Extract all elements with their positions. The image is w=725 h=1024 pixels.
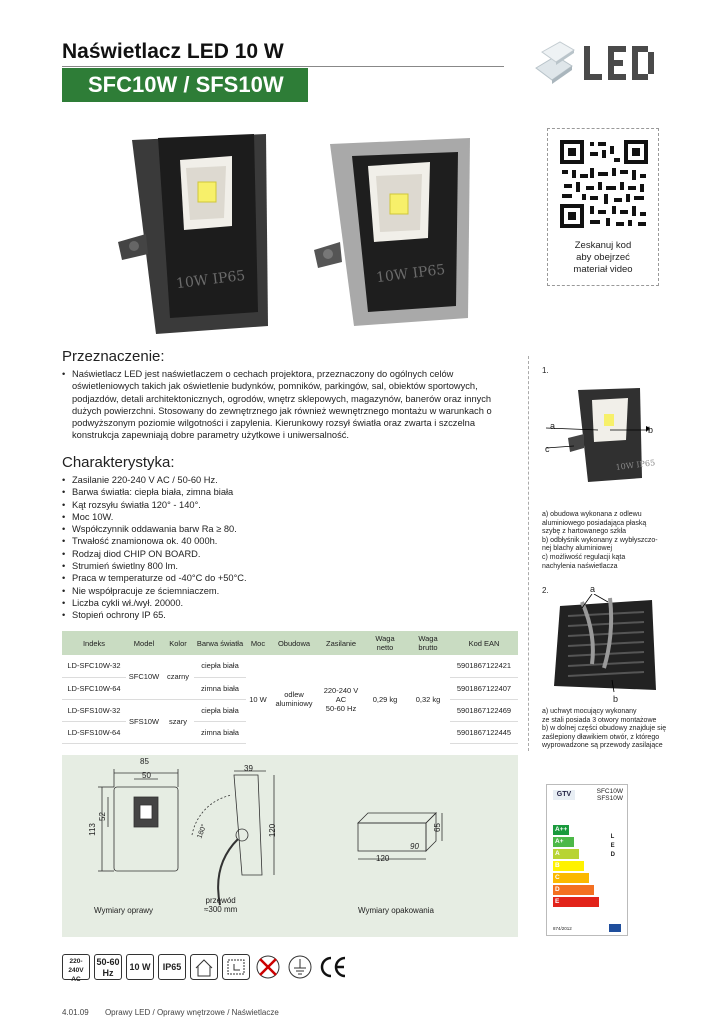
cell-index: LD-SFC10W-32 <box>62 655 126 677</box>
eu-flag-icon <box>609 924 621 932</box>
energy-class-bar: A <box>553 849 579 859</box>
note-line: zaślepiony dławikiem otwór, z którego <box>542 733 660 741</box>
ground-icon <box>286 954 314 980</box>
features-heading: Charakterystyka: <box>62 454 175 471</box>
cell-supply <box>318 655 364 743</box>
icon-text: Hz <box>102 968 114 978</box>
voltage-icon <box>62 954 90 983</box>
feature-item: • Moc 10W. <box>62 511 482 523</box>
cell-model: SFC10W <box>126 655 162 699</box>
icon-text: 50-60 <box>96 957 120 967</box>
energy-led-vertical <box>611 833 615 860</box>
cell-index: LD-SFS10W-32 <box>62 699 126 721</box>
note-line: b) w dolnej części obudowy znajduje się <box>542 725 667 733</box>
qr-code[interactable] <box>560 140 648 228</box>
led-letters <box>584 46 654 80</box>
cell-color: czarny <box>162 655 194 699</box>
photo-label-grey: 10W IP65 <box>375 261 447 287</box>
note-line: aluminiowego posiadająca płaską <box>542 519 647 527</box>
col-header: Waga netto <box>364 631 406 655</box>
col-header: Indeks <box>62 631 126 655</box>
feature-item: • Rodzaj diod CHIP ON BOARD. <box>62 548 482 560</box>
table-header-row <box>62 631 518 655</box>
dim-tilt: 180° <box>196 823 209 840</box>
side-divider <box>528 356 529 751</box>
feature-item: • Nie współpracuje ze ściemniaczem. <box>62 585 482 597</box>
feature-item: • Trwałość znamionowa ok. 40 000h. <box>62 535 482 547</box>
figure-2-label-b: b <box>613 694 619 704</box>
qr-caption-line: Zeskanuj kod <box>574 240 632 251</box>
purpose-list <box>62 368 520 442</box>
black-floodlight <box>118 134 268 334</box>
note-line: szybę z hartowanego szkła <box>542 528 627 536</box>
energy-brand: GTV <box>553 790 575 800</box>
power-icon <box>126 954 154 980</box>
energy-class-bars <box>553 825 607 913</box>
indoor-outdoor-icon <box>190 954 218 980</box>
purpose-heading: Przeznaczenie: <box>62 348 165 365</box>
qr-caption-line: aby obejrzeć <box>576 252 630 263</box>
col-header: Model <box>126 631 162 655</box>
energy-class-bar: A++ <box>555 826 568 833</box>
housing-line: odlew <box>284 690 304 699</box>
note-line: c) możliwość regulacji kąta <box>542 553 626 561</box>
certification-icons <box>62 954 352 982</box>
feature-item: • Stopień ochrony IP 65. <box>62 609 482 621</box>
box-caption: Wymiary opakowania <box>358 906 434 915</box>
energy-class-bar: A+ <box>553 837 574 847</box>
purpose-item: • Naświetlacz LED jest naświetlaczem o cechach projektora, przeznaczony do ogólnych celów oświetleniowych takich jak oświetlenie budynków, pomników, parkingów, sal, obiektów sportowych, podjazdów, detali architektonicznych, ogrodów, wnętrz sklepowych, magazynów, banerów oraz innych dużych powierzchni. Stosowany do zewnętrznego jak również wewnętrznego montażu w warunkach o podwyższonym poziomie wilgotności i zapylenia. Kierunkowy rozsył światła oraz zwarta i szczelna konstrukcja zapewniają dobre parametry użytkowe i uniwersalność. <box>62 368 520 442</box>
page-title: Naświetlacz LED 10 W <box>62 40 284 63</box>
frequency-icon <box>94 954 122 980</box>
features-list <box>62 474 482 622</box>
energy-year: 874/2012 <box>553 926 572 931</box>
cell-ean: 5901867122469 <box>450 699 518 721</box>
led-logo <box>534 40 659 88</box>
dim-side-depth: 39 <box>244 764 253 773</box>
figure-2-back-view <box>552 594 660 694</box>
energy-label <box>546 784 628 936</box>
icon-text: IP65 <box>162 962 182 972</box>
feature-item: • Praca w temperaturze od -40°C do +50°C. <box>62 572 482 584</box>
note-line: nej blachy aluminiowej <box>542 545 613 553</box>
figure-2-notes <box>542 708 682 751</box>
feature-item: • Liczba cykli wł./wył. 20000. <box>62 597 482 609</box>
cell-color: szary <box>162 699 194 743</box>
dim-box-length: 120 <box>376 854 390 863</box>
ip-rating-icon <box>158 954 186 980</box>
dim-front-height-outer: 113 <box>87 823 97 836</box>
product-photos <box>118 130 484 340</box>
col-header: Moc <box>246 631 270 655</box>
note-line: nachylenia naświetlacza <box>542 562 618 570</box>
cell-light: ciepła biała <box>194 699 246 721</box>
feature-item: • Barwa światła: ciepła biała, zimna biała <box>62 486 482 498</box>
col-header: Waga brutto <box>406 631 450 655</box>
supply-line: 50-60 Hz <box>325 703 357 713</box>
energy-model: SFS10W <box>596 795 623 802</box>
figure-1-number: 1. <box>542 366 549 375</box>
figure-1-label-b: b <box>648 425 654 435</box>
figure-1-floodlight <box>546 386 664 486</box>
dim-front-width-outer: 85 <box>140 757 149 766</box>
cell-light: zimna biała <box>194 677 246 699</box>
cell-light: ciepła biała <box>194 655 246 677</box>
energy-class-bar: C <box>553 873 589 883</box>
cell-index: LD-SFC10W-64 <box>62 677 126 699</box>
cell-housing <box>270 655 318 743</box>
dim-box-depth: 90 <box>410 842 419 851</box>
col-header: Kod EAN <box>450 631 518 655</box>
led-panel-icon <box>536 42 574 84</box>
supply-line: 220-240 V AC <box>323 685 359 704</box>
cell-net-weight: 0,29 kg <box>372 694 398 704</box>
note-line: b) odbłyśnik wykonany z wybłyszczo- <box>542 536 658 544</box>
qr-caption-line: materiał video <box>573 264 633 275</box>
feature-item: • Współczynnik oddawania barw Ra ≥ 80. <box>62 523 482 535</box>
led-letter: L <box>610 834 615 840</box>
temperature-icon <box>222 954 250 980</box>
energy-class-bar: D <box>553 885 594 895</box>
dim-front-height-inner: 52 <box>97 812 107 821</box>
energy-class-bar: B <box>553 861 584 871</box>
cell-power: 10 W <box>249 694 267 704</box>
icon-text: 220-240V <box>68 958 84 974</box>
led-letter: E <box>610 843 615 849</box>
col-header: Barwa światła <box>194 631 246 655</box>
feature-item: • Strumień świetlny 800 lm. <box>62 560 482 572</box>
feature-item: • Kąt rozsyłu światła 120° - 140°. <box>62 499 482 511</box>
cell-gross-weight: 0,32 kg <box>415 694 441 704</box>
grey-floodlight <box>314 138 470 326</box>
cell-index: LD-SFS10W-64 <box>62 721 126 743</box>
qr-caption <box>547 240 659 276</box>
led-letter: D <box>610 852 615 858</box>
title-divider <box>62 66 504 67</box>
cable-line: ≈300 mm <box>204 905 238 914</box>
figure-1-label-a: a <box>550 421 556 431</box>
note-line: a) obudowa wykonana z odlewu <box>542 511 642 518</box>
icon-text: AC <box>71 976 81 983</box>
dim-box-height: 65 <box>432 823 442 832</box>
cell-light: zimna biała <box>194 721 246 743</box>
dim-side-height: 120 <box>268 823 278 838</box>
figure-1-photo-label: 10W IP65 <box>615 458 656 472</box>
energy-class-bar: E <box>553 897 599 907</box>
dim-cable <box>204 896 237 914</box>
energy-models <box>597 788 623 802</box>
note-line: a) uchwyt mocujący wykonany <box>542 708 637 715</box>
icon-text: 10 W <box>129 962 151 972</box>
photo-label-black: 10W IP65 <box>175 267 247 293</box>
col-header: Kolor <box>162 631 194 655</box>
cell-ean: 5901867122407 <box>450 677 518 699</box>
figure-1-notes <box>542 511 672 571</box>
col-header: Zasilanie <box>318 631 364 655</box>
fixture-caption: Wymiary oprawy <box>94 906 154 915</box>
cell-model: SFS10W <box>126 699 162 743</box>
figure-1-label-c: c <box>545 444 550 454</box>
note-line: ze stali posiada 3 otwory montażowe <box>542 716 657 724</box>
cell-ean: 5901867122445 <box>450 721 518 743</box>
dim-front-width-inner: 50 <box>142 771 151 780</box>
cable-line: przewód <box>205 896 236 905</box>
footer-breadcrumb: Oprawy LED / Oprawy wnętrzowe / Naświetlacze <box>104 1008 279 1017</box>
spec-table <box>62 631 518 744</box>
figure-2-label-a: a <box>590 584 596 594</box>
no-dimmer-icon <box>254 954 282 980</box>
feature-item: • Zasilanie 220-240 V AC / 50-60 Hz. <box>62 474 482 486</box>
ce-mark-icon <box>318 954 348 980</box>
cell-ean: 5901867122421 <box>450 655 518 677</box>
footer <box>62 1008 293 1017</box>
housing-line: aluminiowy <box>275 699 313 708</box>
note-line: wyprowadzone są przewody zasilające <box>542 742 663 750</box>
figure-2-number: 2. <box>542 586 549 595</box>
table-row <box>62 655 518 677</box>
energy-model: SFC10W <box>596 788 623 795</box>
col-header: Obudowa <box>270 631 318 655</box>
model-banner: SFC10W / SFS10W <box>62 68 308 102</box>
page-number: 4.01.09 <box>62 1008 89 1017</box>
